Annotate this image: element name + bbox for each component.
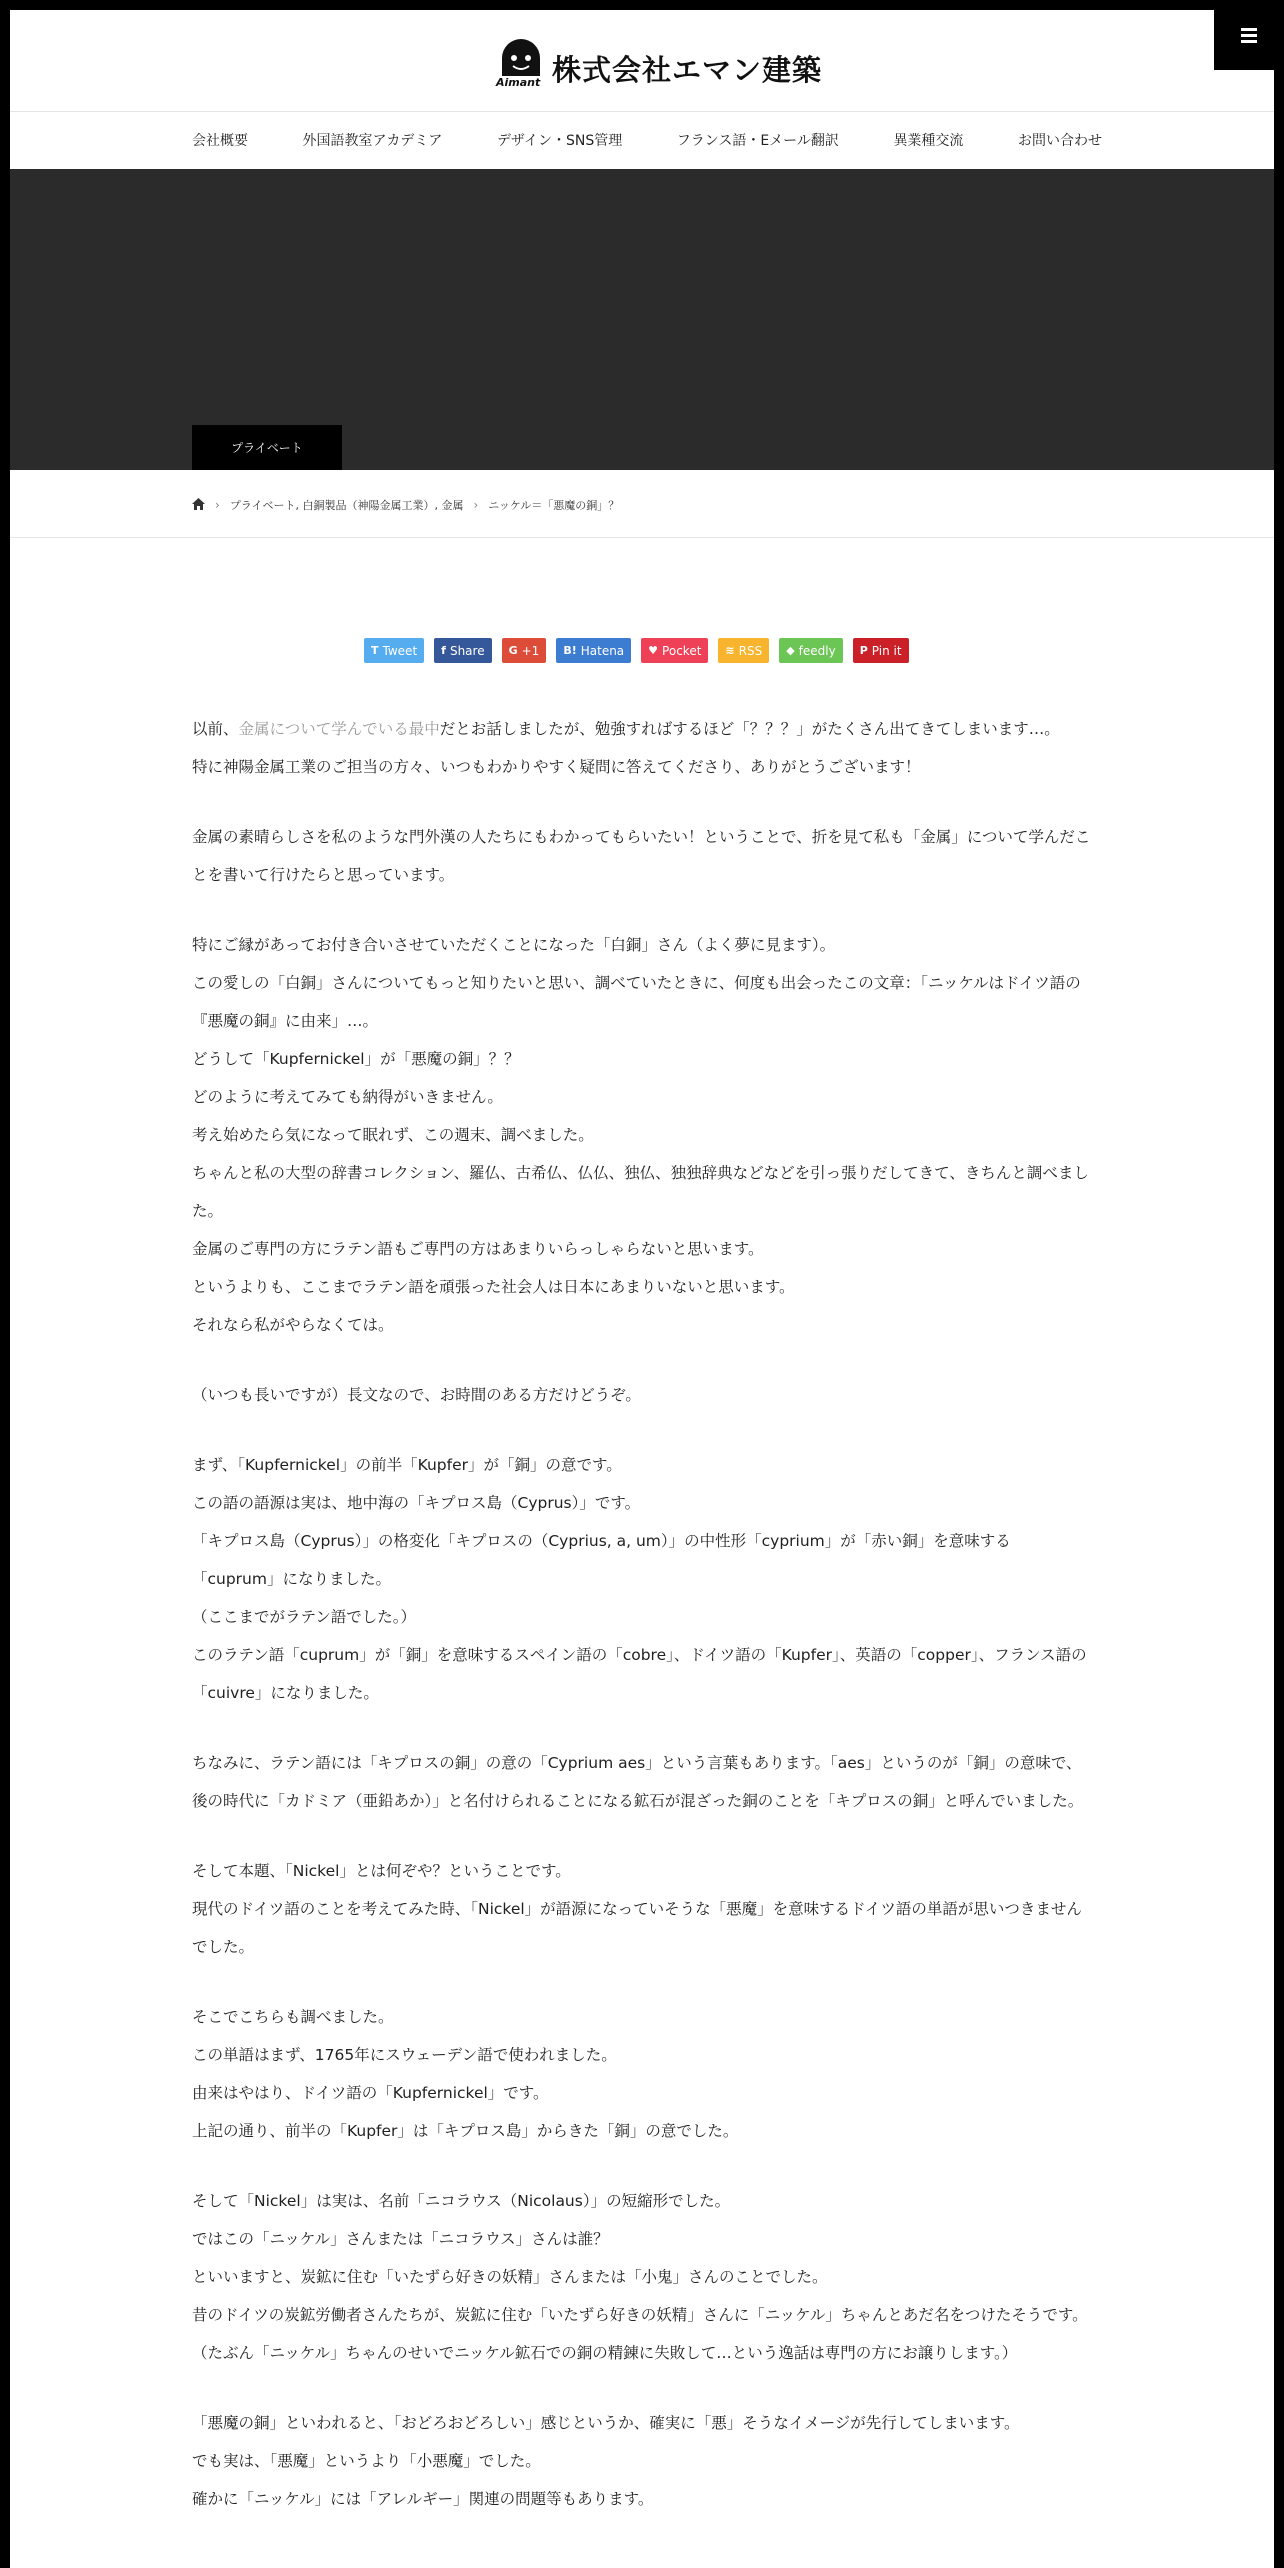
article-paragraph: この愛しの「白銅」さんについてもっと知りたいと思い、調べていたときに、何度も出会ったこの文章：「ニッケルはドイツ語の『悪魔の銅』に由来」…。 <box>192 974 1081 1030</box>
article-paragraphs <box>192 748 1092 2518</box>
paragraph-gap <box>192 2372 1092 2404</box>
article-paragraph: そこでこちらも調べました。 <box>192 2008 394 2026</box>
feedly-icon: ◆ <box>786 644 795 657</box>
chevron-right-icon: › <box>473 498 479 512</box>
site-header <box>10 10 1274 111</box>
paragraph-gap <box>192 1414 1092 1446</box>
article-paragraph: 昔のドイツの炭鉱労働者さんたちが、炭鉱に住む「いたずら好きの妖精」さんに「ニッケル」ちゃんとあだ名をつけたそうです。 <box>192 2306 1088 2324</box>
facebook-icon: f <box>441 644 446 657</box>
rss-label: RSS <box>738 643 763 658</box>
article-paragraph: そして本題、「Nickel」とは何ぞや？ということです。 <box>192 1862 571 1880</box>
hatena-icon: B! <box>563 644 577 657</box>
paragraph-gap <box>192 1820 1092 1852</box>
article-paragraph: 考え始めたら気になって眠れず、この週末、調べました。 <box>192 1126 594 1144</box>
home-icon[interactable] <box>192 498 205 513</box>
pin-it-label: Pin it <box>871 643 902 658</box>
article-paragraph: まず、「Kupfernickel」の前半「Kupfer」が「銅」の意です。 <box>192 1456 622 1474</box>
nav-networking[interactable]: 異業種交流 <box>893 133 964 149</box>
hatena-button[interactable] <box>556 638 631 663</box>
paragraph-gap <box>192 894 1092 926</box>
article-paragraph: このラテン語「cuprum」が「銅」を意味するスペイン語の「cobre」、ドイツ語の「Kupfer」、英語の「copper」、フランス語の「cuivre」になりました。 <box>192 1646 1087 1702</box>
twitter-icon: T <box>371 644 379 657</box>
paragraph-gap <box>192 2150 1092 2182</box>
plus-one-label: +1 <box>521 643 540 658</box>
rss-icon: ≋ <box>725 644 735 657</box>
pinterest-icon: P <box>859 644 868 657</box>
breadcrumb <box>192 495 619 515</box>
intro-text: 以前、 <box>192 720 239 738</box>
article-paragraph: どうして「Kupfernickel」が「悪魔の銅」？？ <box>192 1050 520 1068</box>
article-paragraph: ちゃんと私の大型の辞書コレクション、羅仏、古希仏、仏仏、独仏、独独辞典などなどを引っ張りだしてきて、きちんと調べました。 <box>192 1164 1089 1220</box>
feedly-label: feedly <box>798 643 836 658</box>
pocket-icon: ♥ <box>648 644 659 657</box>
page <box>10 10 1274 2568</box>
article-paragraph: というよりも、ここまでラテン語を頑張った社会人は日本にあまりいないと思います。 <box>192 1278 795 1296</box>
paragraph-gap <box>192 1344 1092 1376</box>
rss-button[interactable] <box>718 638 769 663</box>
nav-design-sns[interactable]: デザイン・SNS管理 <box>496 133 623 149</box>
breadcrumb-current: ニッケル＝「悪魔の銅」？ <box>488 499 620 512</box>
logo-mark-icon <box>498 36 544 90</box>
article-paragraph: 上記の通り、前半の「Kupfer」は「キプロス島」からきた「銅」の意でした。 <box>192 2122 739 2140</box>
article-paragraph: どのように考えてみても納得がいきません。 <box>192 1088 503 1106</box>
breadcrumb-category[interactable]: プライベート, 白銅製品（神陽金属工業）, 金属 <box>229 499 464 512</box>
global-nav <box>192 112 1102 168</box>
article-paragraph: 特にご縁があってお付き合いさせていただくことになった「白銅」さん（よく夢に見ます）。 <box>192 936 836 954</box>
article-paragraph: 「キプロス島（Cyprus）」の格変化「キプロスの（Cyprius, a, um）」の中性形「cyprium」が「赤い銅」を意味する「cuprum」になりました。 <box>192 1532 1011 1588</box>
hatena-label: Hatena <box>580 643 625 658</box>
tweet-button[interactable] <box>364 638 424 663</box>
nav-contact[interactable]: お問い合わせ <box>1017 133 1102 149</box>
intro-link[interactable]: 金属について学んでいる最中 <box>238 720 440 738</box>
pocket-button[interactable] <box>641 638 708 663</box>
category-label[interactable]: プライベート <box>192 425 342 470</box>
paragraph-gap <box>192 1966 1092 1998</box>
share-buttons <box>364 638 909 663</box>
google-plus-button[interactable] <box>502 638 547 663</box>
article-paragraph: そして「Nickel」は実は、名前「ニコラウス（Nicolaus）」の短縮形でした。 <box>192 2192 731 2210</box>
feedly-button[interactable] <box>779 638 843 663</box>
article-intro <box>192 710 1092 748</box>
breadcrumb-divider <box>10 537 1274 538</box>
intro-text-post: だとお話しましたが、勉強すればするほど「？？？」がたくさん出てきてしまいます…。 <box>439 720 1060 738</box>
pocket-label: Pocket <box>662 643 702 658</box>
paragraph-gap <box>192 786 1092 818</box>
chevron-right-icon: › <box>215 498 220 512</box>
article-paragraph: この語の語源は実は、地中海の「キプロス島（Cyprus）」です。 <box>192 1494 641 1512</box>
tweet-label: Tweet <box>382 643 418 658</box>
nav-academia[interactable]: 外国語教室アカデミア <box>302 133 443 149</box>
article-paragraph: 確かに「ニッケル」には「アレルギー」関連の問題等もあります。 <box>192 2490 654 2508</box>
article-body <box>192 710 1092 2518</box>
google-plus-icon: G <box>508 644 518 657</box>
pinterest-button[interactable] <box>853 638 909 663</box>
article-paragraph: ではこの「ニッケル」さんまたは「ニコラウス」さんは誰？ <box>192 2230 609 2248</box>
article-paragraph: それなら私がやらなくては。 <box>192 1316 394 1334</box>
article-paragraph: （ここまでがラテン語でした。） <box>192 1608 416 1626</box>
nav-french-translation[interactable]: フランス語・Eメール翻訳 <box>676 133 839 149</box>
article-paragraph: ちなみに、ラテン語には「キプロスの銅」の意の「Cyprium aes」という言葉もあります。「aes」というのが「銅」の意味で、後の時代に「カドミア（亜鉛あか）」と名付けられることになる鉱石が混ざった銅のことを「キプロスの銅」と呼んでいました。 <box>192 1754 1084 1810</box>
share-label: Share <box>449 643 485 658</box>
hamburger-icon <box>1241 34 1257 37</box>
nav-company[interactable]: 会社概要 <box>192 133 248 149</box>
menu-button[interactable] <box>1214 10 1274 70</box>
article-paragraph: といいますと、炭鉱に住む「いたずら好きの妖精」さんまたは「小鬼」さんのことでした。 <box>192 2268 828 2286</box>
logo-caption: Aimant <box>496 76 541 89</box>
site-logo[interactable] <box>498 36 822 92</box>
article-paragraph: でも実は、「悪魔」というより「小悪魔」でした。 <box>192 2452 541 2470</box>
article-paragraph: 金属のご専門の方にラテン語もご専門の方はあまりいらっしゃらないと思います。 <box>192 1240 764 1258</box>
paragraph-gap <box>192 1712 1092 1744</box>
article-paragraph: （いつも長いですが）長文なので、お時間のある方だけどうぞ。 <box>192 1386 641 1404</box>
article-paragraph: 由来はやはり、ドイツ語の「Kupfernickel」です。 <box>192 2084 549 2102</box>
article-paragraph: 特に神陽金属工業のご担当の方々、いつもわかりやすく疑問に答えてくださり、ありがとうございます！ <box>192 758 921 776</box>
article-paragraph: 金属の素晴らしさを私のような門外漢の人たちにもわかってもらいたい！ということで、折を見て私も「金属」について学んだことを書いて行けたらと思っています。 <box>192 828 1091 884</box>
article-paragraph: 現代のドイツ語のことを考えてみた時、「Nickel」が語源になっていそうな「悪魔」を意味するドイツ語の単語が思いつきませんでした。 <box>192 1900 1082 1956</box>
article-paragraph: （たぶん「ニッケル」ちゃんのせいでニッケル鉱石での銅の精錬に失敗して…という逸話は専門の方にお譲りします。） <box>192 2344 1018 2362</box>
facebook-share-button[interactable] <box>434 638 491 663</box>
article-paragraph: この単語はまず、1765年にスウェーデン語で使われました。 <box>192 2046 617 2064</box>
article-paragraph: 「悪魔の銅」といわれると、「おどろおどろしい」感じというか、確実に「悪」そうなイメージが先行してしまいます。 <box>192 2414 1020 2432</box>
company-name: 株式会社エマン建築 <box>552 53 823 87</box>
hero-banner <box>10 169 1274 470</box>
